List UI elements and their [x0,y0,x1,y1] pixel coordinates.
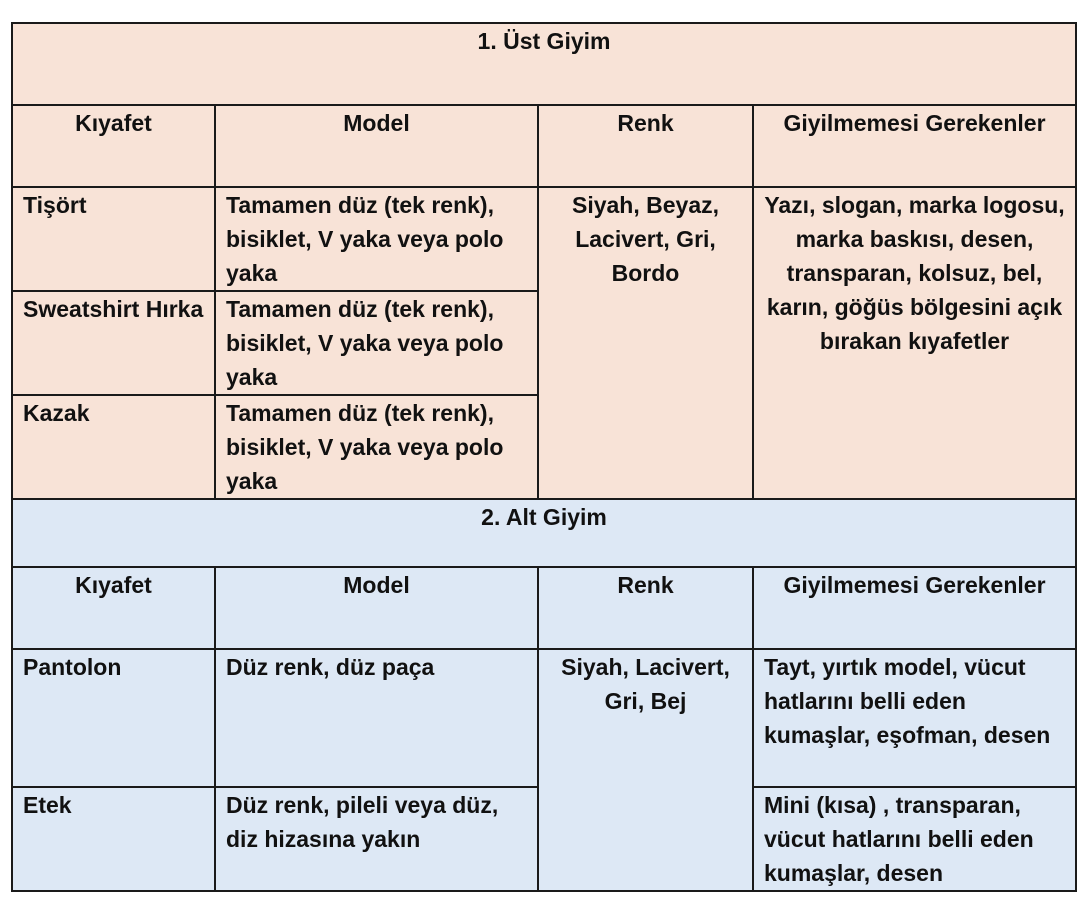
section-title-row [12,499,1076,567]
avoid-cell: Mini (kısa) , transparan, vücut hatlarını belli eden kumaşlar, desen [753,787,1076,891]
header-model: Model [215,567,538,649]
dress-code-table [11,22,1077,892]
header-model: Model [215,105,538,187]
header-renk: Renk [538,567,753,649]
table-row [12,649,1076,787]
header-giyilmemesi: Giyilmemesi Gerekenler [753,105,1076,187]
item-cell: Pantolon [12,649,215,787]
model-cell: Tamamen düz (tek renk), bisiklet, V yaka veya polo yaka [215,291,538,395]
item-cell: Kazak [12,395,215,499]
item-cell: Sweatshirt Hırka [12,291,215,395]
header-giyilmemesi: Giyilmemesi Gerekenler [753,567,1076,649]
colors-cell: Siyah, Beyaz, Lacivert, Gri, Bordo [538,187,753,499]
model-cell: Tamamen düz (tek renk), bisiklet, V yaka veya polo yaka [215,395,538,499]
table-row [12,187,1076,291]
header-row [12,567,1076,649]
header-kiyafet: Kıyafet [12,567,215,649]
item-cell: Etek [12,787,215,891]
item-cell: Tişört [12,187,215,291]
model-cell: Düz renk, düz paça [215,649,538,787]
avoid-cell: Tayt, yırtık model, vücut hatlarını belli eden kumaşlar, eşofman, desen [753,649,1076,787]
avoid-cell: Yazı, slogan, marka logosu, marka baskısı, desen, transparan, kolsuz, bel, karın, göğüs bölgesini açık bırakan kıyafetler [753,187,1076,499]
section-title: 2. Alt Giyim [12,499,1076,567]
section-title-row [12,23,1076,105]
header-renk: Renk [538,105,753,187]
model-cell: Düz renk, pileli veya düz, diz hizasına yakın [215,787,538,891]
colors-cell: Siyah, Lacivert, Gri, Bej [538,649,753,891]
model-cell: Tamamen düz (tek renk), bisiklet, V yaka veya polo yaka [215,187,538,291]
header-row [12,105,1076,187]
header-kiyafet: Kıyafet [12,105,215,187]
section-title: 1. Üst Giyim [12,23,1076,105]
